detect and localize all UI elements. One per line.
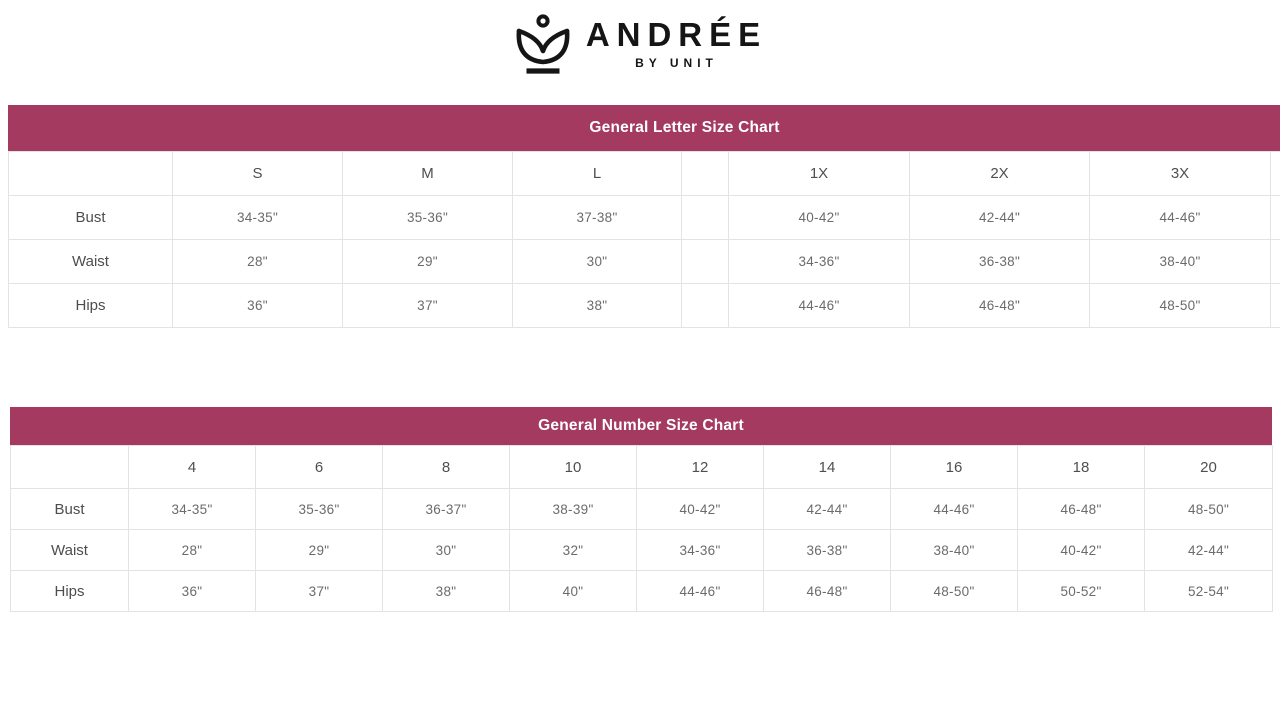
size-column-header: S [173,152,343,196]
measurement-row [9,240,1280,284]
size-value-cell: 44-46" [729,284,910,328]
size-value-cell: 38-40" [1090,240,1271,284]
brand-logo [513,13,767,75]
size-value-cell: 48-50" [891,571,1018,612]
size-column-header: 2X [910,152,1090,196]
number-chart-title-bar [10,407,1272,445]
size-value-cell: 40-42" [729,196,910,240]
empty-header-cell [1271,152,1280,196]
letter-chart-title: General Letter Size Chart [589,119,780,136]
size-value-cell: 30" [383,530,510,571]
size-value-cell: 37" [256,571,383,612]
size-column-header: 20 [1145,446,1273,489]
measurement-row-label: Waist [11,530,129,571]
size-value-cell: 40" [510,571,637,612]
empty-header-cell [682,152,729,196]
size-value-cell: 48-50" [1145,489,1273,530]
brand-subtitle: BY UNIT [635,56,718,71]
size-value-cell: 29" [256,530,383,571]
tulip-flower-icon [513,13,573,75]
empty-cell [1271,240,1280,284]
measurement-row-label: Bust [11,489,129,530]
size-value-cell: 40-42" [1018,530,1145,571]
size-value-cell: 37-38" [513,196,682,240]
size-header-row [9,152,1280,196]
size-value-cell: 42-44" [1145,530,1273,571]
size-value-cell: 36-38" [764,530,891,571]
size-value-cell: 34-35" [129,489,256,530]
size-value-cell: 32" [510,530,637,571]
measurement-row [11,571,1273,612]
letter-chart-title-bar [8,105,1280,151]
measurement-row-label: Bust [9,196,173,240]
empty-cell [682,240,729,284]
size-column-header: 8 [383,446,510,489]
brand-name: ANDRÉE [585,15,768,53]
size-value-cell: 44-46" [891,489,1018,530]
letter-size-table [8,151,1280,328]
size-column-header: M [343,152,513,196]
size-column-header: 3X [1090,152,1271,196]
size-column-header: 12 [637,446,764,489]
number-size-table [10,445,1273,612]
size-value-cell: 40-42" [637,489,764,530]
size-column-header: L [513,152,682,196]
size-value-cell: 42-44" [910,196,1090,240]
empty-cell [682,284,729,328]
size-value-cell: 36-37" [383,489,510,530]
measurement-row [9,196,1280,240]
size-column-header: 4 [129,446,256,489]
size-value-cell: 35-36" [256,489,383,530]
size-value-cell: 48-50" [1090,284,1271,328]
size-value-cell: 46-48" [1018,489,1145,530]
measurement-row [11,530,1273,571]
size-value-cell: 36-38" [910,240,1090,284]
measurement-row-label: Hips [9,284,173,328]
size-column-header: 14 [764,446,891,489]
size-value-cell: 38" [513,284,682,328]
size-value-cell: 44-46" [1090,196,1271,240]
size-value-cell: 44-46" [637,571,764,612]
empty-cell [1271,196,1280,240]
size-column-header: 16 [891,446,1018,489]
size-value-cell: 46-48" [764,571,891,612]
measurement-row [11,489,1273,530]
size-value-cell: 36" [173,284,343,328]
number-size-chart-section [10,407,1272,612]
size-value-cell: 28" [173,240,343,284]
size-value-cell: 37" [343,284,513,328]
measurement-row [9,284,1280,328]
size-value-cell: 50-52" [1018,571,1145,612]
empty-header-cell [9,152,173,196]
size-value-cell: 34-36" [729,240,910,284]
size-value-cell: 46-48" [910,284,1090,328]
size-value-cell: 28" [129,530,256,571]
size-value-cell: 42-44" [764,489,891,530]
size-column-header: 1X [729,152,910,196]
size-column-header: 10 [510,446,637,489]
letter-size-chart-section [8,105,1280,328]
size-value-cell: 36" [129,571,256,612]
measurement-row-label: Hips [11,571,129,612]
size-value-cell: 38-40" [891,530,1018,571]
size-value-cell: 34-35" [173,196,343,240]
size-value-cell: 29" [343,240,513,284]
brand-logo-text [585,15,768,71]
size-value-cell: 38" [383,571,510,612]
size-value-cell: 38-39" [510,489,637,530]
size-column-header: 18 [1018,446,1145,489]
size-column-header: 6 [256,446,383,489]
size-value-cell: 30" [513,240,682,284]
brand-header [0,0,1280,105]
empty-cell [1271,284,1280,328]
empty-cell [682,196,729,240]
size-value-cell: 35-36" [343,196,513,240]
size-value-cell: 34-36" [637,530,764,571]
empty-header-cell [11,446,129,489]
letter-chart-viewport [0,105,1280,328]
size-value-cell: 52-54" [1145,571,1273,612]
number-chart-title: General Number Size Chart [538,417,744,434]
size-header-row [11,446,1273,489]
measurement-row-label: Waist [9,240,173,284]
